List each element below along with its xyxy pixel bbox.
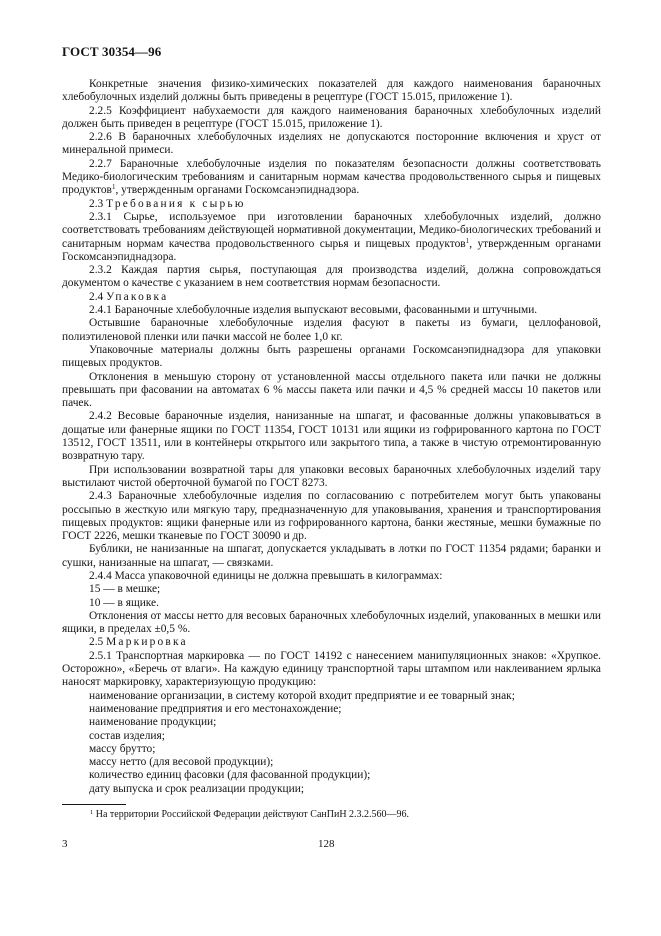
paragraph-text: дату выпуска и срок реализации продукции; [89,782,304,795]
paragraph [62,78,601,105]
paragraph-text: 2.2.7 Бараночные хлебобулочные изделия по показателям безопасности должны соответствовать Медико-биологическим требованиям и санитарным нормам качества продовольственного сырья и пищевых продуктов [62,157,601,197]
paragraph-text: Остывшие бараночные хлебобулочные изделия фасуют в пакеты из бумаги, целлофановой, полиэтиленовой пленки или пачки массой не более 1,0 кг. [62,317,601,343]
paragraph [62,610,601,637]
paragraph-text: 2.3.1 Сырье, используемое при изготовлении бараночных хлебобулочных изделий, должно соответствовать требованиям действующей нормативной документации, Медико-биологических требований и санитарным нормам качества продовольственного сырья и пищевых продуктов [62,210,601,250]
paragraph-text: 2.2.6 В бараночных хлебобулочных изделиях не допускаются посторонние включения и хруст от минеральной примеси. [62,131,601,157]
paragraph-text: 2.4.4 Масса упаковочной единицы не должна превышать в килограммах: [89,569,443,582]
paragraph-text: массу нетто (для весовой продукции); [89,756,274,769]
paragraph-text: При использовании возвратной тары для упаковки весовых бараночных хлебобулочных изделий тару выстилают чистой оберточной бумагой по ГОСТ 8273. [62,463,601,489]
section-title: Маркировка [106,636,188,649]
paragraph [62,264,601,291]
footnote [90,809,610,821]
paragraph [62,583,601,596]
paragraph [62,211,601,264]
paragraph [62,105,601,132]
paragraph [62,783,601,796]
paragraph [62,597,601,610]
paragraph-text: Упаковочные материалы должны быть разрешены органами Госкомсанэпиднадзора для упаковки пищевых продуктов. [62,343,601,370]
paragraph [62,570,601,583]
section-heading [62,198,601,211]
paragraph [62,650,601,690]
paragraph-text: состав изделия; [89,729,165,742]
paragraph [62,344,601,371]
section-number: 2.3 [89,197,104,210]
document-header: ГОСТ 30354—96 [62,44,162,59]
paragraph [62,304,601,317]
section-heading [62,291,601,304]
page-number: 3 [62,838,68,850]
paragraph-text: 2.2.5 Коэффициент набухаемости для каждого наименования бараночных хлебобулочных изделий должен быть приведен в рецептуре (ГОСТ 15.015, приложение 1). [62,104,601,130]
section-number: 2.4 [89,290,104,303]
section-heading [62,636,601,649]
paragraph-text: 2.4.3 Бараночные хлебобулочные изделия по согласованию с потребителем могут быть упакованы россыпью в жесткую или мягкую тару, предназначенную для упаковывания, хранения и транспортирования пищевых продуктов: ящики фанерные или из гофрированного картона, банки жестяные, мешки бумажные по ГОСТ 2226, мешки тканевые по ГОСТ 30090 и др. [62,490,601,543]
document-body [62,78,601,796]
paragraph-text: , утвержденным органами Госкомсанэпиднадзора. [62,237,601,263]
paragraph-text: Отклонения в меньшую сторону от установленной массы отдельного пакета или пачки не должны превышать при фасовании на автоматах 6 % массы пакета или пачки и 4,5 % средней массы 10 пакетов или пачек. [62,370,601,410]
paragraph [62,703,601,716]
paragraph [62,716,601,729]
paragraph [62,769,601,782]
sheet-number: 128 [318,838,335,850]
paragraph-text: массу брутто; [89,742,156,755]
paragraph [62,730,601,743]
paragraph [62,464,601,491]
paragraph [62,490,601,543]
paragraph [62,756,601,769]
paragraph-text: , утвержденным органами Госкомсанэпиднадзора. [115,184,360,197]
footnote-text: На территории Российской Федерации действуют СанПиН 2.3.2.560—96. [95,809,410,820]
paragraph-text: Отклонения от массы нетто для весовых бараночных хлебобулочных изделий, упакованных в мешки или ящики, в пределах ±0,5 %. [62,609,601,636]
footnote-mark: 1 [90,809,94,816]
paragraph-text: Бублики, не нанизанные на шпагат, допускается укладывать в лотки по ГОСТ 11354 рядами; баранки и сушки, нанизанные на шпагат, — связками. [62,543,601,569]
paragraph-text: наименование организации, в систему которой входит предприятие и ее товарный знак; [89,689,515,702]
paragraph [62,158,601,198]
paragraph [62,690,601,703]
footnote-reference: 1 [111,183,116,192]
paragraph-text: 10 — в ящике. [89,596,159,609]
paragraph [62,743,601,756]
paragraph-text: наименование продукции; [89,716,217,729]
section-title: Требования к сырью [106,197,246,210]
paragraph [62,410,601,463]
paragraph [62,131,601,158]
section-title: Упаковка [106,290,169,303]
section-number: 2.5 [89,636,104,649]
footnote-divider [62,804,126,805]
paragraph-text: 2.3.2 Каждая партия сырья, поступающая для производства изделий, должна сопровождаться документом о качестве с указанием в нем соответствия нормам безопасности. [62,264,601,290]
paragraph-text: 2.5.1 Транспортная маркировка — по ГОСТ 14192 с нанесением манипуляционных знаков: «Хрупкое. Осторожно», «Беречь от влаги». На каждую единицу транспортной тары штампом или наклеиванием ярлыка наносят маркировку, характеризующую продукцию: [62,649,601,689]
paragraph-text: наименование предприятия и его местонахождение; [89,702,342,715]
paragraph [62,317,601,344]
paragraph-text: количество единиц фасовки (для фасованной продукции); [89,769,371,782]
paragraph-text: 2.4.2 Весовые бараночные изделия, нанизанные на шпагат, и фасованные должны упаковываться в дощатые или фанерные ящики по ГОСТ 11354, ГОСТ 10131 или ящики из гофрированного картона по ГОСТ 13512, ГОСТ 13511, или в контейнеры открытого или закрытого типа, а также в чистую отремонтированную возвратную тару. [62,410,601,463]
paragraph [62,543,601,570]
paragraph-text: 15 — в мешке; [89,583,161,596]
paragraph [62,371,601,411]
paragraph-text: Конкретные значения физико-химических показателей для каждого наименования бараночных хлебобулочных изделий должны быть приведены в рецептуре (ГОСТ 15.015, приложение 1). [62,78,601,104]
paragraph-text: 2.4.1 Бараночные хлебобулочные изделия выпускают весовыми, фасованными и штучными. [89,304,538,317]
footnote-reference: 1 [465,236,470,245]
